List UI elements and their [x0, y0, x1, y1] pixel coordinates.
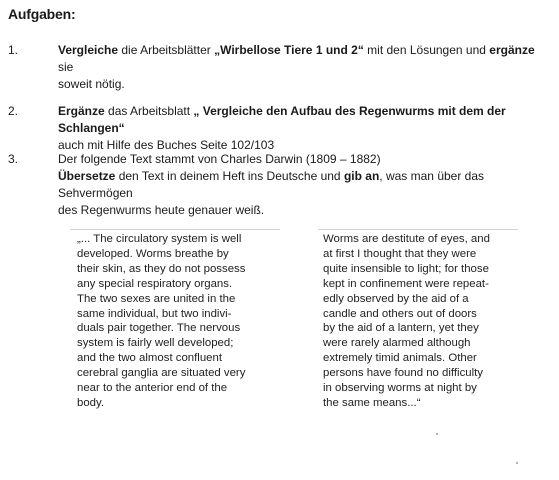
quote-line: near to the anterior end of the: [77, 382, 228, 395]
quote-line: any special respiratory organs.: [77, 277, 233, 290]
quote-line: developed. Worms breathe by: [77, 247, 229, 260]
task-number: 2.: [8, 104, 19, 118]
body-text: mit den Lösungen und: [363, 43, 490, 57]
body-text: die Arbeitsblätter: [118, 43, 215, 57]
task-text: [58, 151, 553, 219]
quote-line: and the two almost confluent: [77, 352, 223, 365]
quote-line: were rarely alarmed although: [323, 337, 471, 350]
quote-divider-left: [70, 229, 280, 230]
quote-line: the same means...“: [323, 396, 421, 409]
quote-line: body.: [77, 396, 105, 409]
quote-line: quite insensible to light; for those: [323, 262, 489, 275]
scan-speck: [436, 433, 438, 435]
quote-line: in observing worms at night by: [323, 382, 477, 395]
body-text: sie: [58, 60, 74, 74]
emphasis-text: gib an: [343, 169, 380, 183]
emphasis-text: Vergleiche: [58, 43, 119, 57]
emphasis-text: Ergänze: [58, 104, 105, 118]
task-text: [58, 103, 553, 154]
body-text: das Arbeitsblatt: [104, 104, 194, 118]
quote-line: The two sexes are united in the: [77, 292, 236, 305]
emphasis-text: ergänze: [489, 43, 535, 57]
darwin-quote-left-column: [77, 232, 287, 411]
body-text: den Text in deinem Heft ins Deutsche und: [115, 169, 344, 183]
body-text: des Regenwurms heute genauer weiß.: [58, 203, 265, 217]
quote-line: candle and others out of doors: [323, 307, 477, 320]
emphasis-text: „ Vergleiche den Aufbau des Regenwurms mit dem der Schlangen“: [58, 104, 506, 135]
body-text: auch mit Hilfe des Buches Seite 102/103: [58, 138, 275, 152]
task-text: [58, 42, 553, 93]
body-text: soweit nötig.: [58, 77, 125, 91]
emphasis-text: „Wirbellose Tiere 1 und 2“: [214, 43, 364, 57]
scan-speck: [516, 462, 518, 464]
task-number: 1.: [8, 43, 19, 57]
quote-line: by the aid of a lantern, yet they: [323, 322, 479, 335]
quote-line: same individual, but two indivi-: [77, 307, 232, 320]
quote-line: edly observed by the aid of a: [323, 292, 469, 305]
quote-divider-right: [318, 229, 518, 230]
emphasis-text: Übersetze: [58, 169, 116, 183]
darwin-quote-right-column: [323, 232, 523, 411]
quote-line: kept in confinement were repeat-: [323, 277, 489, 290]
task-2: [8, 103, 553, 154]
page-heading: Aufgaben:: [8, 6, 76, 22]
body-text: Der folgende Text stammt von Charles Darwin (1809 – 1882): [58, 152, 381, 166]
quote-line: Worms are destitute of eyes, and: [323, 233, 490, 245]
quote-line: at first I thought that they were: [323, 247, 477, 260]
quote-line: their skin, as they do not possess: [77, 262, 246, 275]
quote-line: system is fairly well developed;: [77, 337, 234, 350]
task-3: [8, 151, 553, 219]
task-number: 3.: [8, 152, 19, 166]
quote-line: cerebral ganglia are situated very: [77, 367, 246, 380]
task-1: [8, 42, 553, 93]
quote-line: extremely timid animals. Other: [323, 352, 477, 365]
body-text: , was man über das Sehvermögen: [58, 169, 485, 200]
quote-line: „... The circulatory system is well: [77, 233, 242, 245]
quote-line: duals pair together. The nervous: [77, 322, 241, 335]
quote-line: persons have found no difficulty: [323, 367, 483, 380]
